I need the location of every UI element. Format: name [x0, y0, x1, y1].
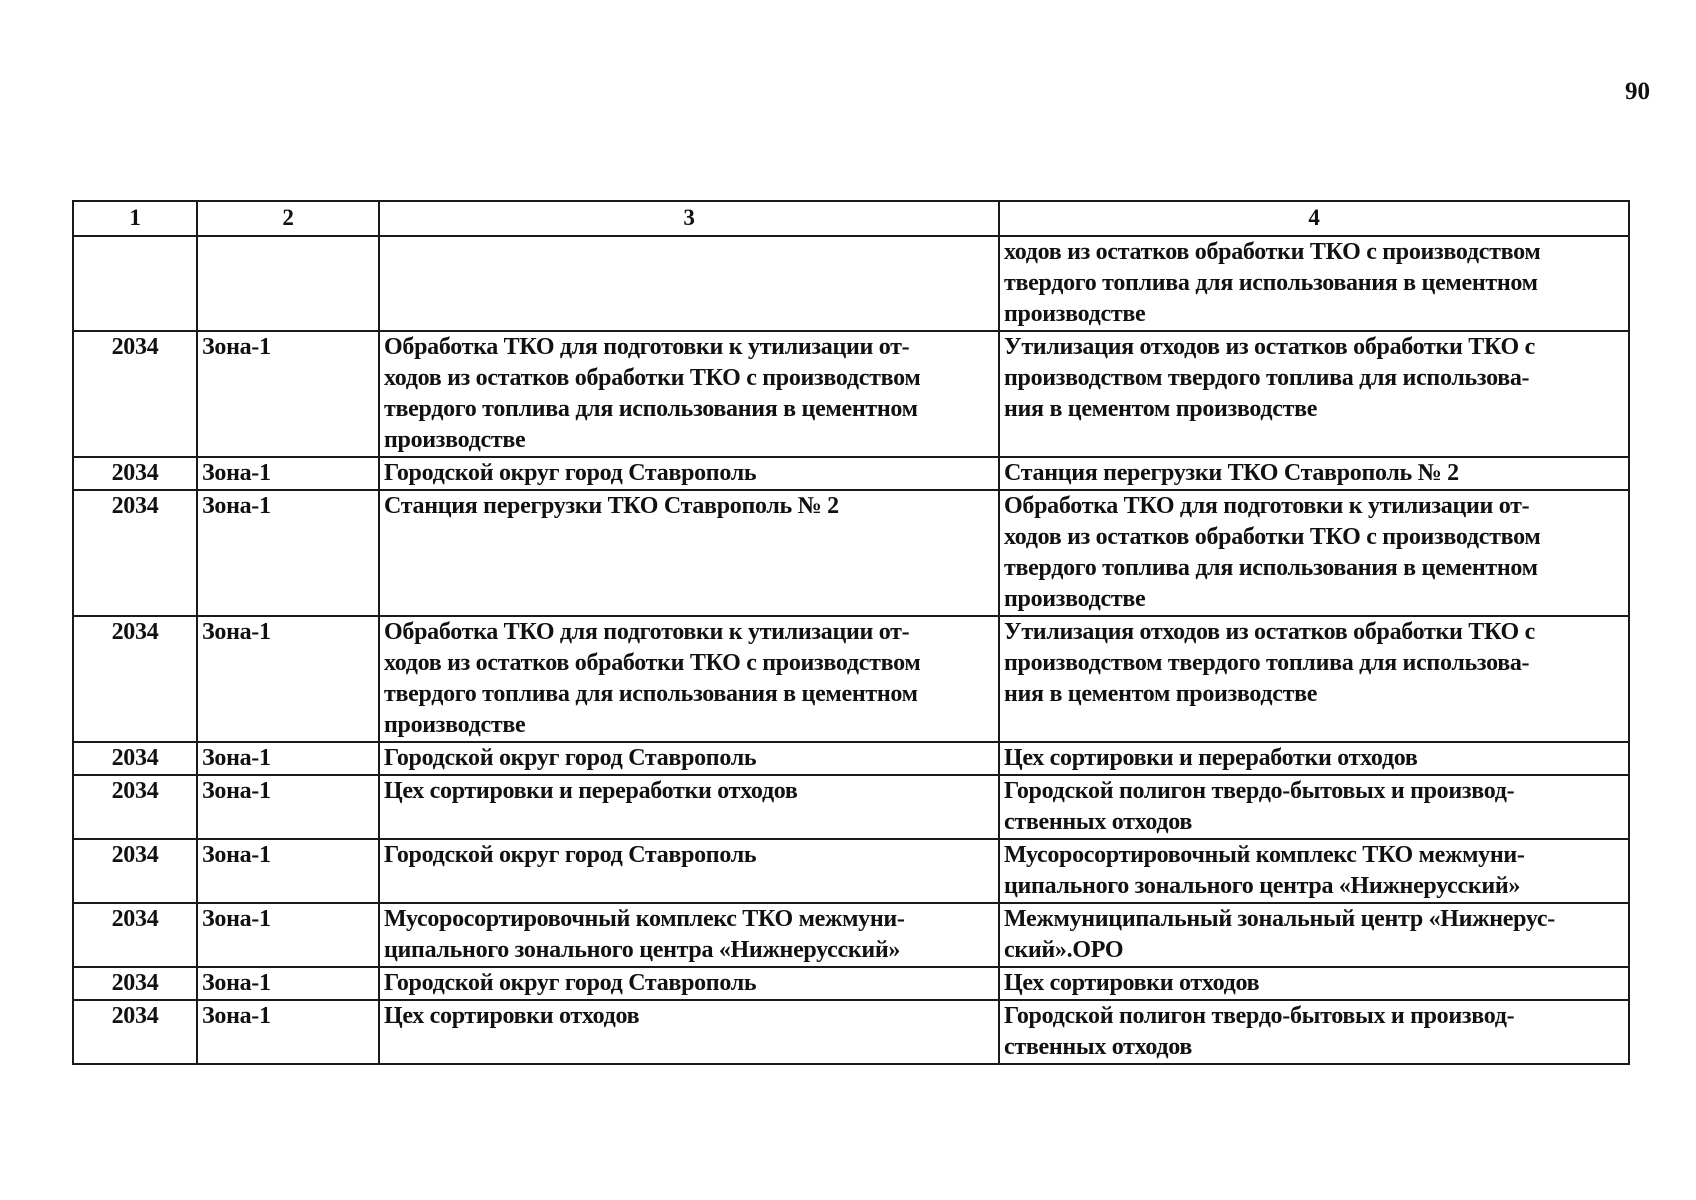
destination-text: Утилизация отходов из остатков обработки ТКО с производством твердого топлива для использова- ния в цементом производстве [1004, 619, 1535, 707]
year-cell: 2034 [73, 903, 197, 967]
source-cell [379, 839, 999, 903]
source-cell [379, 331, 999, 457]
column-header-4: 4 [999, 201, 1629, 236]
waste-flow-table [72, 200, 1630, 1065]
destination-text: Межмуниципальный зональный центр «Нижнерус- ский».ОРО [1004, 906, 1555, 963]
destination-text: Утилизация отходов из остатков обработки ТКО с производством твердого топлива для использова- ния в цементом производстве [1004, 334, 1535, 422]
zone-cell: Зона-1 [197, 775, 379, 839]
year-cell: 2034 [73, 457, 197, 490]
destination-cell [999, 457, 1629, 490]
source-cell [379, 903, 999, 967]
table-row [73, 331, 1629, 457]
table-row [73, 616, 1629, 742]
source-text: Обработка ТКО для подготовки к утилизации от- ходов из остатков обработки ТКО с производством твердого топлива для использования в цементном производстве [384, 334, 921, 453]
page-number: 90 [1625, 78, 1650, 105]
destination-text: Обработка ТКО для подготовки к утилизации от- ходов из остатков обработки ТКО с производством твердого топлива для использования в цементном производстве [1004, 493, 1541, 612]
destination-text: Мусоросортировочный комплекс ТКО межмуни- ципального зонального центра «Нижнерусский» [1004, 842, 1525, 899]
zone-cell: Зона-1 [197, 839, 379, 903]
source-text: Городской округ город Ставрополь [384, 970, 757, 996]
source-text: Мусоросортировочный комплекс ТКО межмуни- ципального зонального центра «Нижнерусский» [384, 906, 905, 963]
destination-cell [999, 775, 1629, 839]
source-cell [379, 236, 999, 331]
destination-text: Станция перегрузки ТКО Ставрополь № 2 [1004, 460, 1459, 486]
source-cell [379, 775, 999, 839]
table-row [73, 457, 1629, 490]
destination-cell [999, 967, 1629, 1000]
destination-cell [999, 742, 1629, 775]
zone-cell: Зона-1 [197, 1000, 379, 1064]
source-cell [379, 967, 999, 1000]
source-text: Городской округ город Ставрополь [384, 842, 757, 868]
year-cell: 2034 [73, 775, 197, 839]
source-cell [379, 616, 999, 742]
source-cell [379, 742, 999, 775]
destination-text: Цех сортировки и переработки отходов [1004, 745, 1418, 771]
year-cell: 2034 [73, 742, 197, 775]
table-row [73, 967, 1629, 1000]
year-cell: 2034 [73, 967, 197, 1000]
destination-text: ходов из остатков обработки ТКО с производством твердого топлива для использования в цементном производстве [1004, 239, 1541, 327]
table-header-row [73, 201, 1629, 236]
year-cell [73, 236, 197, 331]
destination-cell [999, 903, 1629, 967]
year-cell: 2034 [73, 490, 197, 616]
source-cell [379, 457, 999, 490]
year-cell: 2034 [73, 616, 197, 742]
column-header-2: 2 [197, 201, 379, 236]
table-row [73, 236, 1629, 331]
destination-text: Городской полигон твердо-бытовых и производ- ственных отходов [1004, 778, 1515, 835]
source-text: Цех сортировки отходов [384, 1003, 640, 1029]
source-cell [379, 490, 999, 616]
table-row [73, 490, 1629, 616]
table-row [73, 839, 1629, 903]
column-header-3: 3 [379, 201, 999, 236]
year-cell: 2034 [73, 331, 197, 457]
destination-cell [999, 236, 1629, 331]
year-cell: 2034 [73, 839, 197, 903]
table-row [73, 1000, 1629, 1064]
table-row [73, 903, 1629, 967]
source-text: Обработка ТКО для подготовки к утилизации от- ходов из остатков обработки ТКО с производством твердого топлива для использования в цементном производстве [384, 619, 921, 738]
destination-cell [999, 616, 1629, 742]
destination-text: Цех сортировки отходов [1004, 970, 1260, 996]
table-row [73, 742, 1629, 775]
column-header-1: 1 [73, 201, 197, 236]
source-text: Городской округ город Ставрополь [384, 460, 757, 486]
zone-cell [197, 236, 379, 331]
zone-cell: Зона-1 [197, 967, 379, 1000]
destination-cell [999, 839, 1629, 903]
zone-cell: Зона-1 [197, 457, 379, 490]
zone-cell: Зона-1 [197, 331, 379, 457]
destination-cell [999, 490, 1629, 616]
table-row [73, 775, 1629, 839]
destination-cell [999, 1000, 1629, 1064]
zone-cell: Зона-1 [197, 903, 379, 967]
destination-text: Городской полигон твердо-бытовых и производ- ственных отходов [1004, 1003, 1515, 1060]
source-text: Цех сортировки и переработки отходов [384, 778, 798, 804]
destination-cell [999, 331, 1629, 457]
source-cell [379, 1000, 999, 1064]
source-text: Городской округ город Ставрополь [384, 745, 757, 771]
zone-cell: Зона-1 [197, 490, 379, 616]
zone-cell: Зона-1 [197, 616, 379, 742]
year-cell: 2034 [73, 1000, 197, 1064]
zone-cell: Зона-1 [197, 742, 379, 775]
source-text: Станция перегрузки ТКО Ставрополь № 2 [384, 493, 839, 519]
